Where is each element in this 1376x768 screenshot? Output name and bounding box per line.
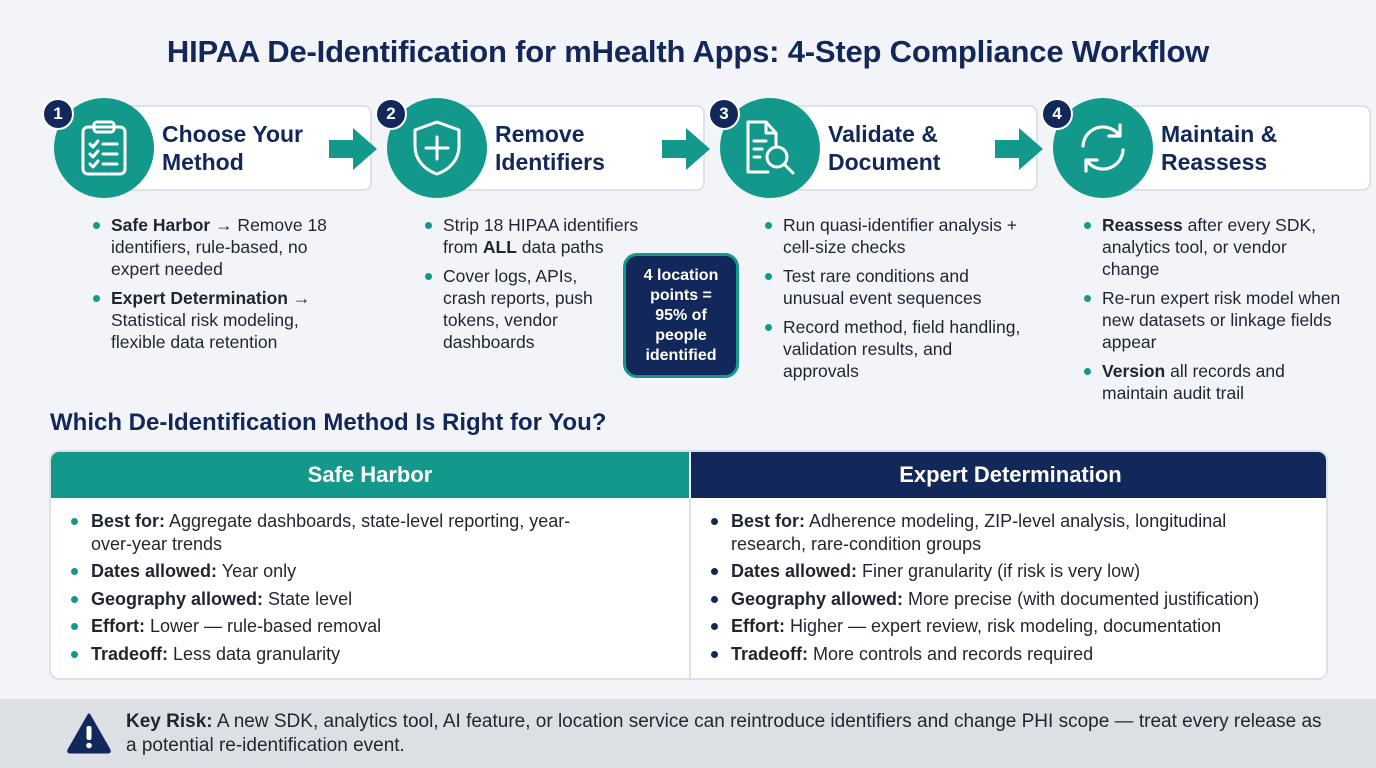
arrow-right-icon [329, 126, 379, 172]
key-risk-banner [0, 699, 1376, 768]
step-2-bullets [425, 214, 640, 360]
list-item: Best for: Adherence modeling, ZIP-level analysis, longitudinal research, rare-condition groups [709, 510, 1284, 555]
step-1 [50, 98, 350, 198]
safe-harbor-header: Safe Harbor [51, 452, 689, 498]
arrow-right-icon [995, 126, 1045, 172]
list-item: Dates allowed: Year only [69, 560, 669, 583]
step-number-badge: 4 [1041, 98, 1073, 130]
step-title: Choose Your Method [162, 121, 303, 175]
document-search-icon [742, 119, 798, 177]
list-item: Run quasi-identifier analysis + cell-size checks [765, 214, 1025, 258]
location-stat-callout: 4 location points = 95% of people identified [623, 253, 739, 378]
list-item: Effort: Higher — expert review, risk modeling, documentation [709, 615, 1319, 638]
list-item: Safe Harbor → Remove 18 identifiers, rule-based, no expert needed [93, 214, 353, 280]
list-item: Test rare conditions and unusual event sequences [765, 265, 1025, 309]
list-item: Geography allowed: More precise (with documented justification) [709, 588, 1319, 611]
step-3 [716, 98, 1016, 198]
arrow-right-icon [662, 126, 712, 172]
list-item: Effort: Lower — rule-based removal [69, 615, 669, 638]
list-item: Geography allowed: State level [69, 588, 669, 611]
list-item: Dates allowed: Finer granularity (if risk is very low) [709, 560, 1319, 583]
list-item: Version all records and maintain audit trail [1084, 360, 1344, 404]
step-title: Validate & Document [828, 121, 941, 175]
list-item: Best for: Aggregate dashboards, state-level reporting, year-over-year trends [69, 510, 589, 555]
page-title: HIPAA De-Identification for mHealth Apps: 4-Step Compliance Workflow [166, 34, 1210, 69]
step-title: Maintain & Reassess [1161, 121, 1278, 175]
step-title: Remove Identifiers [495, 121, 605, 175]
step-4 [1049, 98, 1349, 198]
step-1-bullets [93, 214, 353, 360]
comparison-heading: Which De-Identification Method Is Right for You? [50, 409, 607, 436]
list-item: Tradeoff: Less data granularity [69, 643, 669, 666]
shield-plus-icon [411, 119, 463, 177]
step-number-badge: 1 [42, 98, 74, 130]
step-number-badge: 3 [708, 98, 740, 130]
refresh-cycle-icon [1075, 120, 1131, 176]
expert-determination-header: Expert Determination [691, 452, 1328, 498]
column-divider [689, 498, 691, 680]
list-item: Re-run expert risk model when new datasets or linkage fields appear [1084, 287, 1344, 353]
comparison-table [49, 450, 1328, 680]
clipboard-checklist-icon [77, 119, 131, 177]
step-number-badge: 2 [375, 98, 407, 130]
list-item: Expert Determination → Statistical risk modeling, flexible data retention [93, 287, 353, 353]
list-item: Strip 18 HIPAA identifiers from ALL data paths [425, 214, 640, 258]
safe-harbor-list [69, 510, 669, 670]
list-item: Reassess after every SDK, analytics tool, or vendor change [1084, 214, 1344, 280]
step-2 [383, 98, 683, 198]
list-item: Tradeoff: More controls and records required [709, 643, 1319, 666]
list-item: Record method, field handling, validation results, and approvals [765, 316, 1025, 382]
key-risk-text: Key Risk: A new SDK, analytics tool, AI feature, or location service can reintroduce identifiers and change PHI scope — treat every release as a potential re-identification event. [126, 711, 1322, 756]
step-4-bullets [1084, 214, 1344, 411]
list-item: Cover logs, APIs, crash reports, push tokens, vendor dashboards [425, 265, 605, 353]
expert-determination-list [709, 510, 1319, 670]
step-3-bullets [765, 214, 1025, 389]
warning-triangle-icon [66, 712, 112, 754]
